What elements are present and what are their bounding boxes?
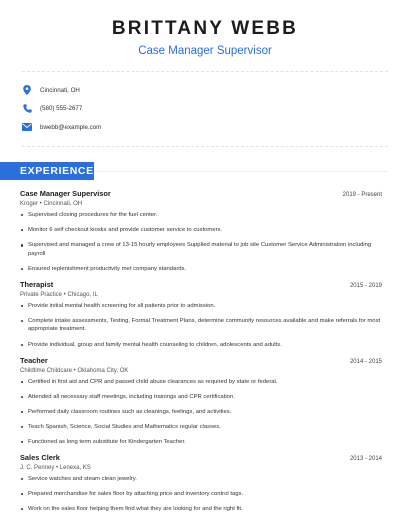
job-entry bbox=[20, 280, 382, 349]
job-header bbox=[20, 280, 382, 289]
job-title: Teacher bbox=[20, 355, 48, 365]
location-pin-icon bbox=[22, 85, 32, 95]
job-bullet: Ensured replenishment productivity met company standards. bbox=[20, 265, 382, 274]
job-title: Therapist bbox=[20, 279, 54, 289]
job-bullet: Prepared merchandise for sales floor by attaching price and inventory control tags. bbox=[20, 490, 382, 499]
job-bullet: Provide initial mental health screening for all patients prior to admission. bbox=[20, 302, 382, 311]
job-bullet: Complete intake assessments, Testing, Formal Treatment Plans, determine community resources available and make referrals for most appropriate treatment. bbox=[20, 317, 382, 334]
job-bullet: Functioned as long term substitute for Kindergarten Teacher. bbox=[20, 438, 382, 447]
candidate-name: BRITTANY WEBB bbox=[111, 18, 299, 39]
job-bullet: Service watches and steam clean jewelry. bbox=[20, 475, 382, 484]
job-entry bbox=[20, 356, 382, 447]
contact-email-text[interactable]: bwebb@example.com bbox=[40, 123, 102, 131]
contact-location bbox=[22, 81, 388, 100]
job-dates: 2013 - 2014 bbox=[349, 455, 382, 462]
job-company: J. C. Penney • Lenexa, KS bbox=[20, 464, 91, 471]
job-bullet: Provide individual, group and family mental health counseling to children, adolescents and adults. bbox=[20, 341, 382, 350]
email-icon bbox=[22, 122, 32, 132]
job-bullet: Supervised closing procedures for the fuel center. bbox=[20, 211, 382, 220]
job-bullet: Work on the sales floor helping them find what they are looking for and the right fit. bbox=[20, 505, 382, 514]
phone-icon bbox=[22, 104, 32, 114]
job-header bbox=[20, 356, 382, 365]
job-bullet: Supervised and managed a crew of 13-15 hourly employees Supplied material to job site Customer Service Administration including payroll bbox=[20, 241, 382, 258]
section-rule bbox=[94, 171, 388, 172]
contact-list bbox=[0, 72, 410, 146]
contact-phone bbox=[22, 100, 388, 119]
job-company: Childtime Childcare • Oklahoma City, OK bbox=[20, 367, 129, 374]
job-dates: 2014 - 2015 bbox=[349, 358, 382, 365]
contact-phone-text: (580) 555-2677 bbox=[40, 105, 83, 113]
divider bbox=[22, 146, 388, 147]
contact-email[interactable] bbox=[22, 118, 388, 137]
job-bullet: Attended all necessary staff meetings, including trainings and CPR certification. bbox=[20, 393, 382, 402]
resume-header bbox=[0, 0, 410, 57]
job-dates: 2019 - Present bbox=[342, 192, 382, 198]
job-company: Private Practice • Chicago, IL bbox=[20, 291, 98, 298]
job-bullet: Monitor 6 self checkout kiosks and provide customer service to customers. bbox=[20, 226, 382, 235]
contact-location-text: Cincinnati, OH bbox=[40, 86, 80, 94]
job-bullets bbox=[20, 475, 382, 514]
job-entry bbox=[20, 189, 382, 273]
experience-list bbox=[20, 189, 382, 520]
job-bullets bbox=[20, 302, 382, 349]
job-dates: 2015 - 2019 bbox=[349, 282, 382, 289]
job-company: Kroger • Cincinnati, OH bbox=[20, 201, 83, 207]
section-heading-label: EXPERIENCE bbox=[20, 165, 94, 177]
job-bullet: Certified in first aid and CPR and passed child abuse clearances as required by state or federal. bbox=[20, 378, 382, 387]
job-bullets bbox=[20, 211, 382, 273]
job-bullet: Performed daily classroom routines such as cleanings, feelings, and activities. bbox=[20, 408, 382, 417]
job-bullet: Teach Spanish, Science, Social Studies and Mathematics regular classes. bbox=[20, 423, 382, 432]
job-header bbox=[20, 453, 382, 462]
job-bullets bbox=[20, 378, 382, 447]
job-entry bbox=[20, 453, 382, 514]
section-heading-experience bbox=[0, 162, 94, 180]
candidate-title: Case Manager Supervisor bbox=[138, 45, 272, 57]
job-title: Case Manager Supervisor bbox=[20, 189, 111, 198]
job-header bbox=[20, 189, 382, 198]
job-title: Sales Clerk bbox=[20, 452, 60, 462]
